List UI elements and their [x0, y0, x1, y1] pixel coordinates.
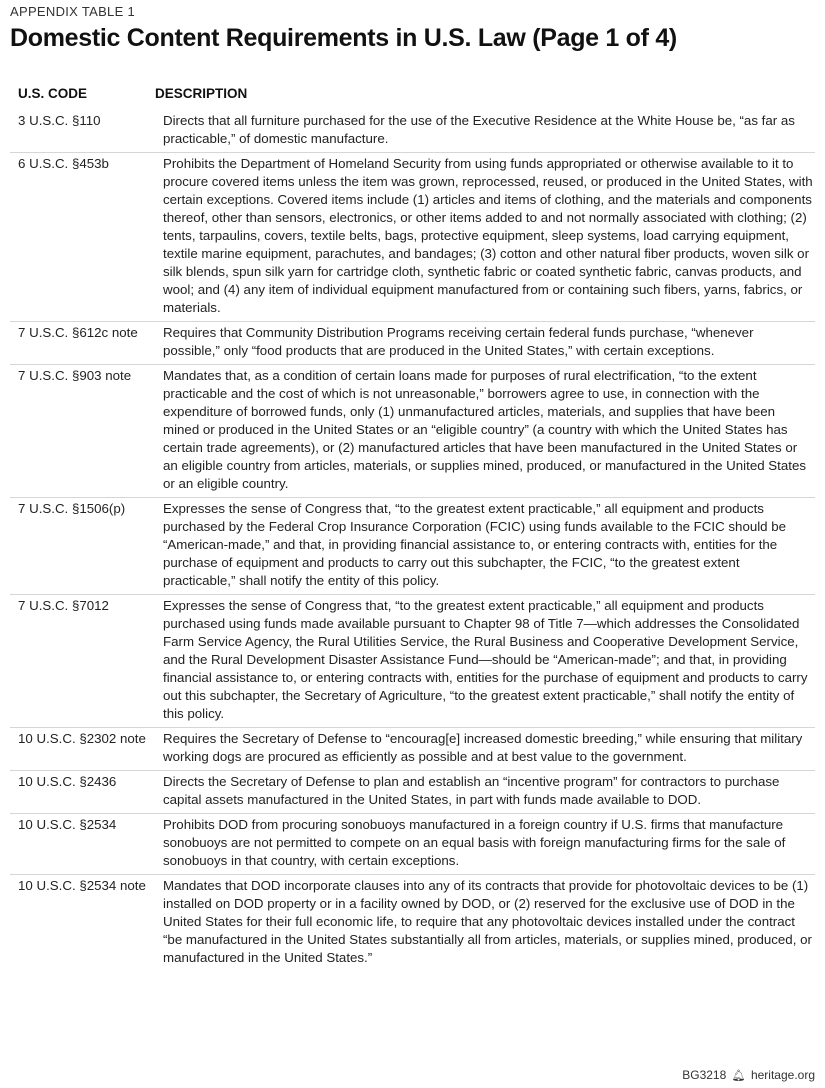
row-code: 10 U.S.C. §2436: [18, 774, 117, 789]
row-code: 10 U.S.C. §2534 note: [18, 878, 146, 893]
row-code: 7 U.S.C. §7012: [18, 598, 109, 613]
footer: [682, 1068, 815, 1082]
row-description: Requires that Community Distribution Programs receiving certain federal funds purchase, “whenever possible,” only “food products that are produced in the United States,” with certain exceptions.: [163, 325, 754, 358]
row-code: 7 U.S.C. §612c note: [18, 325, 138, 340]
row-description: Mandates that DOD incorporate clauses into any of its contracts that provide for photovoltaic devices to be (1) installed on DOD property or in a facility owned by DOD, or (2) reserved for the exclusive use of DOD in the United States for their full economic life, to require that any photovoltaic devices installed under the contract “be manufactured in the United States substantially all from articles, materials, or supplies mined, produced, or manufactured in the United States.”: [163, 878, 812, 965]
bell-icon: 🔔︎: [731, 1070, 746, 1082]
table-row: [10, 875, 815, 971]
table-row: [10, 153, 815, 322]
appendix-label: APPENDIX TABLE 1: [10, 4, 135, 19]
row-description: Prohibits the Department of Homeland Security from using funds appropriated or otherwise available to it to procure covered items unless the item was grown, reprocessed, reused, or produced in the United States, with certain exceptions. Covered items include (1) articles and items of clothing, and the materials and components thereof, other than sensors, electronics, or other items added to and not normally associated with clothing; (2) tents, tarpaulins, covers, textile belts, bags, protective equipment, sleep systems, load carrying equipment, textile marine equipment, parachutes, and bandages; (3) cotton and other natural fiber products, woven silk or silk blends, spun silk yarn for cartridge cloth, synthetic fabric or coated synthetic fabric, canvas products, and wool; and (4) any item of individual equipment manufactured from or containing such fibers, yarns, fabrics, or materials.: [163, 156, 813, 315]
column-header-description: DESCRIPTION: [155, 86, 248, 101]
row-description: Requires the Secretary of Defense to “encourag[e] increased domestic breeding,” while ensuring that military working dogs are procured as efficiently as possible and at best value to the government.: [163, 731, 803, 764]
table-row: [10, 322, 815, 365]
row-code: 10 U.S.C. §2534: [18, 817, 117, 832]
row-code: 3 U.S.C. §110: [18, 113, 101, 128]
table-header: [18, 86, 815, 106]
row-description: Mandates that, as a condition of certain loans made for purposes of rural electrification, “to the extent practicable and the cost of which is not unreasonable,” borrowers agree to use, in connection with the expenditure of borrowed funds, only (1) unmanufactured articles, materials, and supplies that have been mined or produced in the United States or an “eligible country” (a country with which the United States has certain trade agreements), or (2) manufactured articles that have been manufactured in the United States or an eligible country from articles, materials, or supplies mined, produced, or manufactured in the United States or an eligible country.: [163, 368, 807, 491]
table-row: [10, 728, 815, 771]
table-row: [10, 771, 815, 814]
row-description: Directs that all furniture purchased for the use of the Executive Residence at the White House be, “as far as practicable,” of domestic manufacture.: [163, 113, 795, 146]
row-code: 10 U.S.C. §2302 note: [18, 731, 146, 746]
table-body: [10, 110, 815, 971]
page-title: Domestic Content Requirements in U.S. Law (Page 1 of 4): [10, 24, 677, 52]
row-code: 7 U.S.C. §1506(p): [18, 501, 126, 516]
table-row: [10, 110, 815, 153]
table-row: [10, 498, 815, 595]
row-description: Prohibits DOD from procuring sonobuoys manufactured in a foreign country if U.S. firms that manufacture sonobuoys are not permitted to compete on an equal basis with foreign manufacturing firms for the sale of sonobuoys in that country, with certain exceptions.: [163, 817, 786, 868]
report-code: BG3218: [682, 1068, 727, 1082]
row-description: Expresses the sense of Congress that, “to the greatest extent practicable,” all equipment and products purchased by the Federal Crop Insurance Corporation (FCIC) using funds available to the FCIC should be “American-made,” and that, in providing financial assistance to, or entering contracts with, entities for the purchase of equipment and products to carry out this subchapter, the FCIC, “to the greatest extent practicable,” shall notify the entity of this policy.: [163, 501, 787, 588]
table-row: [10, 595, 815, 728]
column-header-code: U.S. CODE: [18, 86, 88, 101]
row-description: Directs the Secretary of Defense to plan and establish an “incentive program” for contractors to purchase capital assets manufactured in the United States, in part with funds made available to DOD.: [163, 774, 780, 807]
site-link[interactable]: heritage.org: [750, 1068, 815, 1082]
table-row: [10, 814, 815, 875]
row-code: 7 U.S.C. §903 note: [18, 368, 132, 383]
row-code: 6 U.S.C. §453b: [18, 156, 109, 171]
table-row: [10, 365, 815, 498]
row-description: Expresses the sense of Congress that, “to the greatest extent practicable,” all equipment and products purchased using funds made available pursuant to Chapter 98 of Title 7—which addresses the Consolidated Farm Service Agency, the Rural Utilities Service, the Rural Business and Cooperative Development Service, and the Rural Development Disaster Assistance Fund—should be “American-made”; and that, in providing financial assistance to, or entering contracts with, entities for the purchase of equipment and products to carry out this subchapter, the Secretary of Agriculture, “to the greatest extent practicable,” shall notify the entity of this policy.: [163, 598, 808, 721]
